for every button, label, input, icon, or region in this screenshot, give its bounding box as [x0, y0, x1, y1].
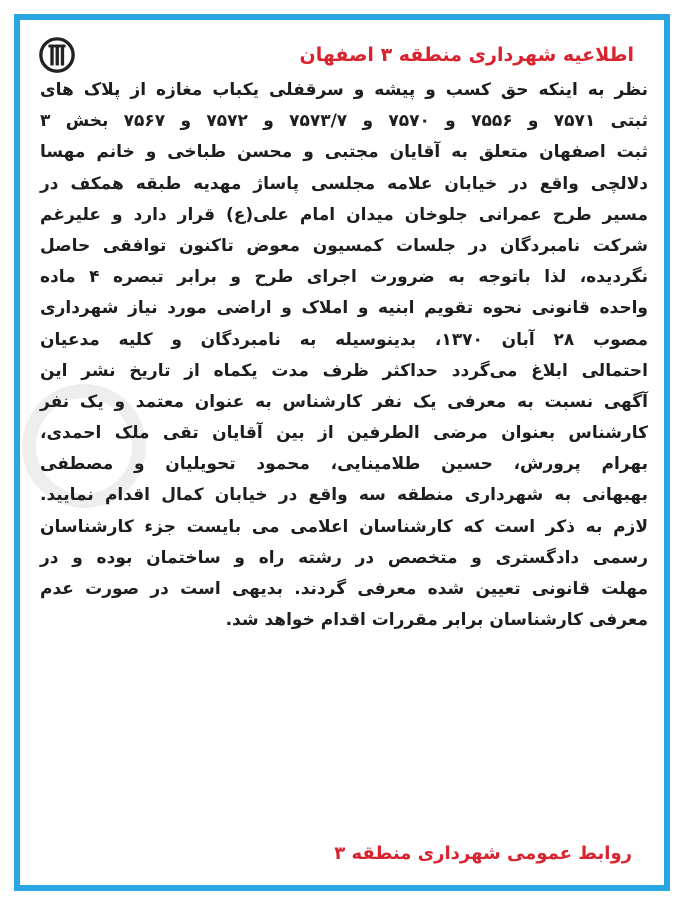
body-line: مصوب ۲۸ آبان ۱۳۷۰، بدینوسیله به نامبردگان و کلیه مدعیان	[40, 329, 649, 350]
body-line: نگردیده، لذا باتوجه به ضرورت اجرای طرح و برابر تبصره ۴ ماده	[40, 267, 648, 288]
municipality-emblem-icon	[38, 36, 76, 74]
body-line: معرفی کارشناسان برابر مقررات اقدام خواهد شد.	[225, 610, 648, 631]
body-line: رسمی دادگستری و متخصص در رشته راه و ساختمان بوده و در	[40, 547, 648, 568]
body-line: دلالچی واقع در خیابان علامه مجلسی پاساژ مهدیه طبقه همکف در	[40, 173, 648, 194]
body-line: بهرام پرورش، حسین طلامینایی، محمود تحویلیان و مصطفی	[40, 454, 648, 475]
body-line: واحده قانونی نحوه تقویم ابنیه و املاک و اراضی مورد نیاز شهرداری	[40, 298, 648, 319]
body-line: نظر به اینکه حق کسب و پیشه و سرقفلی یکباب مغازه از پلاک های	[40, 80, 648, 100]
body-line: ثبت اصفهان متعلق به آقایان مجتبی و محسن طباخی و خانم مهسا	[40, 142, 648, 163]
body-line: مهلت قانونی تعیین شده معرفی گردند. بدیهی است در صورت عدم	[40, 579, 648, 599]
body-line: آگهی نسبت به معرفی یک نفر کارشناس به عنوان معتمد و یک نفر	[40, 391, 648, 412]
body-line: احتمالی ابلاغ می‌گردد حداکثر ظرف مدت یکماه از تاریخ نشر این	[40, 360, 648, 381]
body-line: بهبهانی به شهرداری منطقه سه واقع در خیابان کمال اقدام نمایید.	[40, 485, 648, 506]
notice-body	[40, 80, 648, 641]
body-line: شرکت نامبردگان در جلسات کمسیون معوض تاکنون توافقی حاصل	[40, 235, 648, 256]
body-line: کارشناس بعنوان مرضی الطرفین از بین آقایان تقی ملک احمدی،	[40, 423, 648, 444]
body-line: لازم به ذکر است که کارشناسان اعلامی می بایست جزء کارشناسان	[40, 516, 648, 537]
notice-footer: روابط عمومی شهرداری منطقه ۳	[334, 843, 632, 864]
body-line: مسیر طرح عمرانی جلوخان میدان امام علی(ع) قرار دارد و علیرغم	[40, 204, 648, 225]
body-line: ثبتی ۷۵۷۱ و ۷۵۵۶ و ۷۵۷۰ و ۷۵۷۳/۷ و ۷۵۷۲ و ۷۵۶۷ بخش ۳	[40, 111, 649, 132]
notice-title: اطلاعیه شهرداری منطقه ۳ اصفهان	[299, 44, 634, 66]
